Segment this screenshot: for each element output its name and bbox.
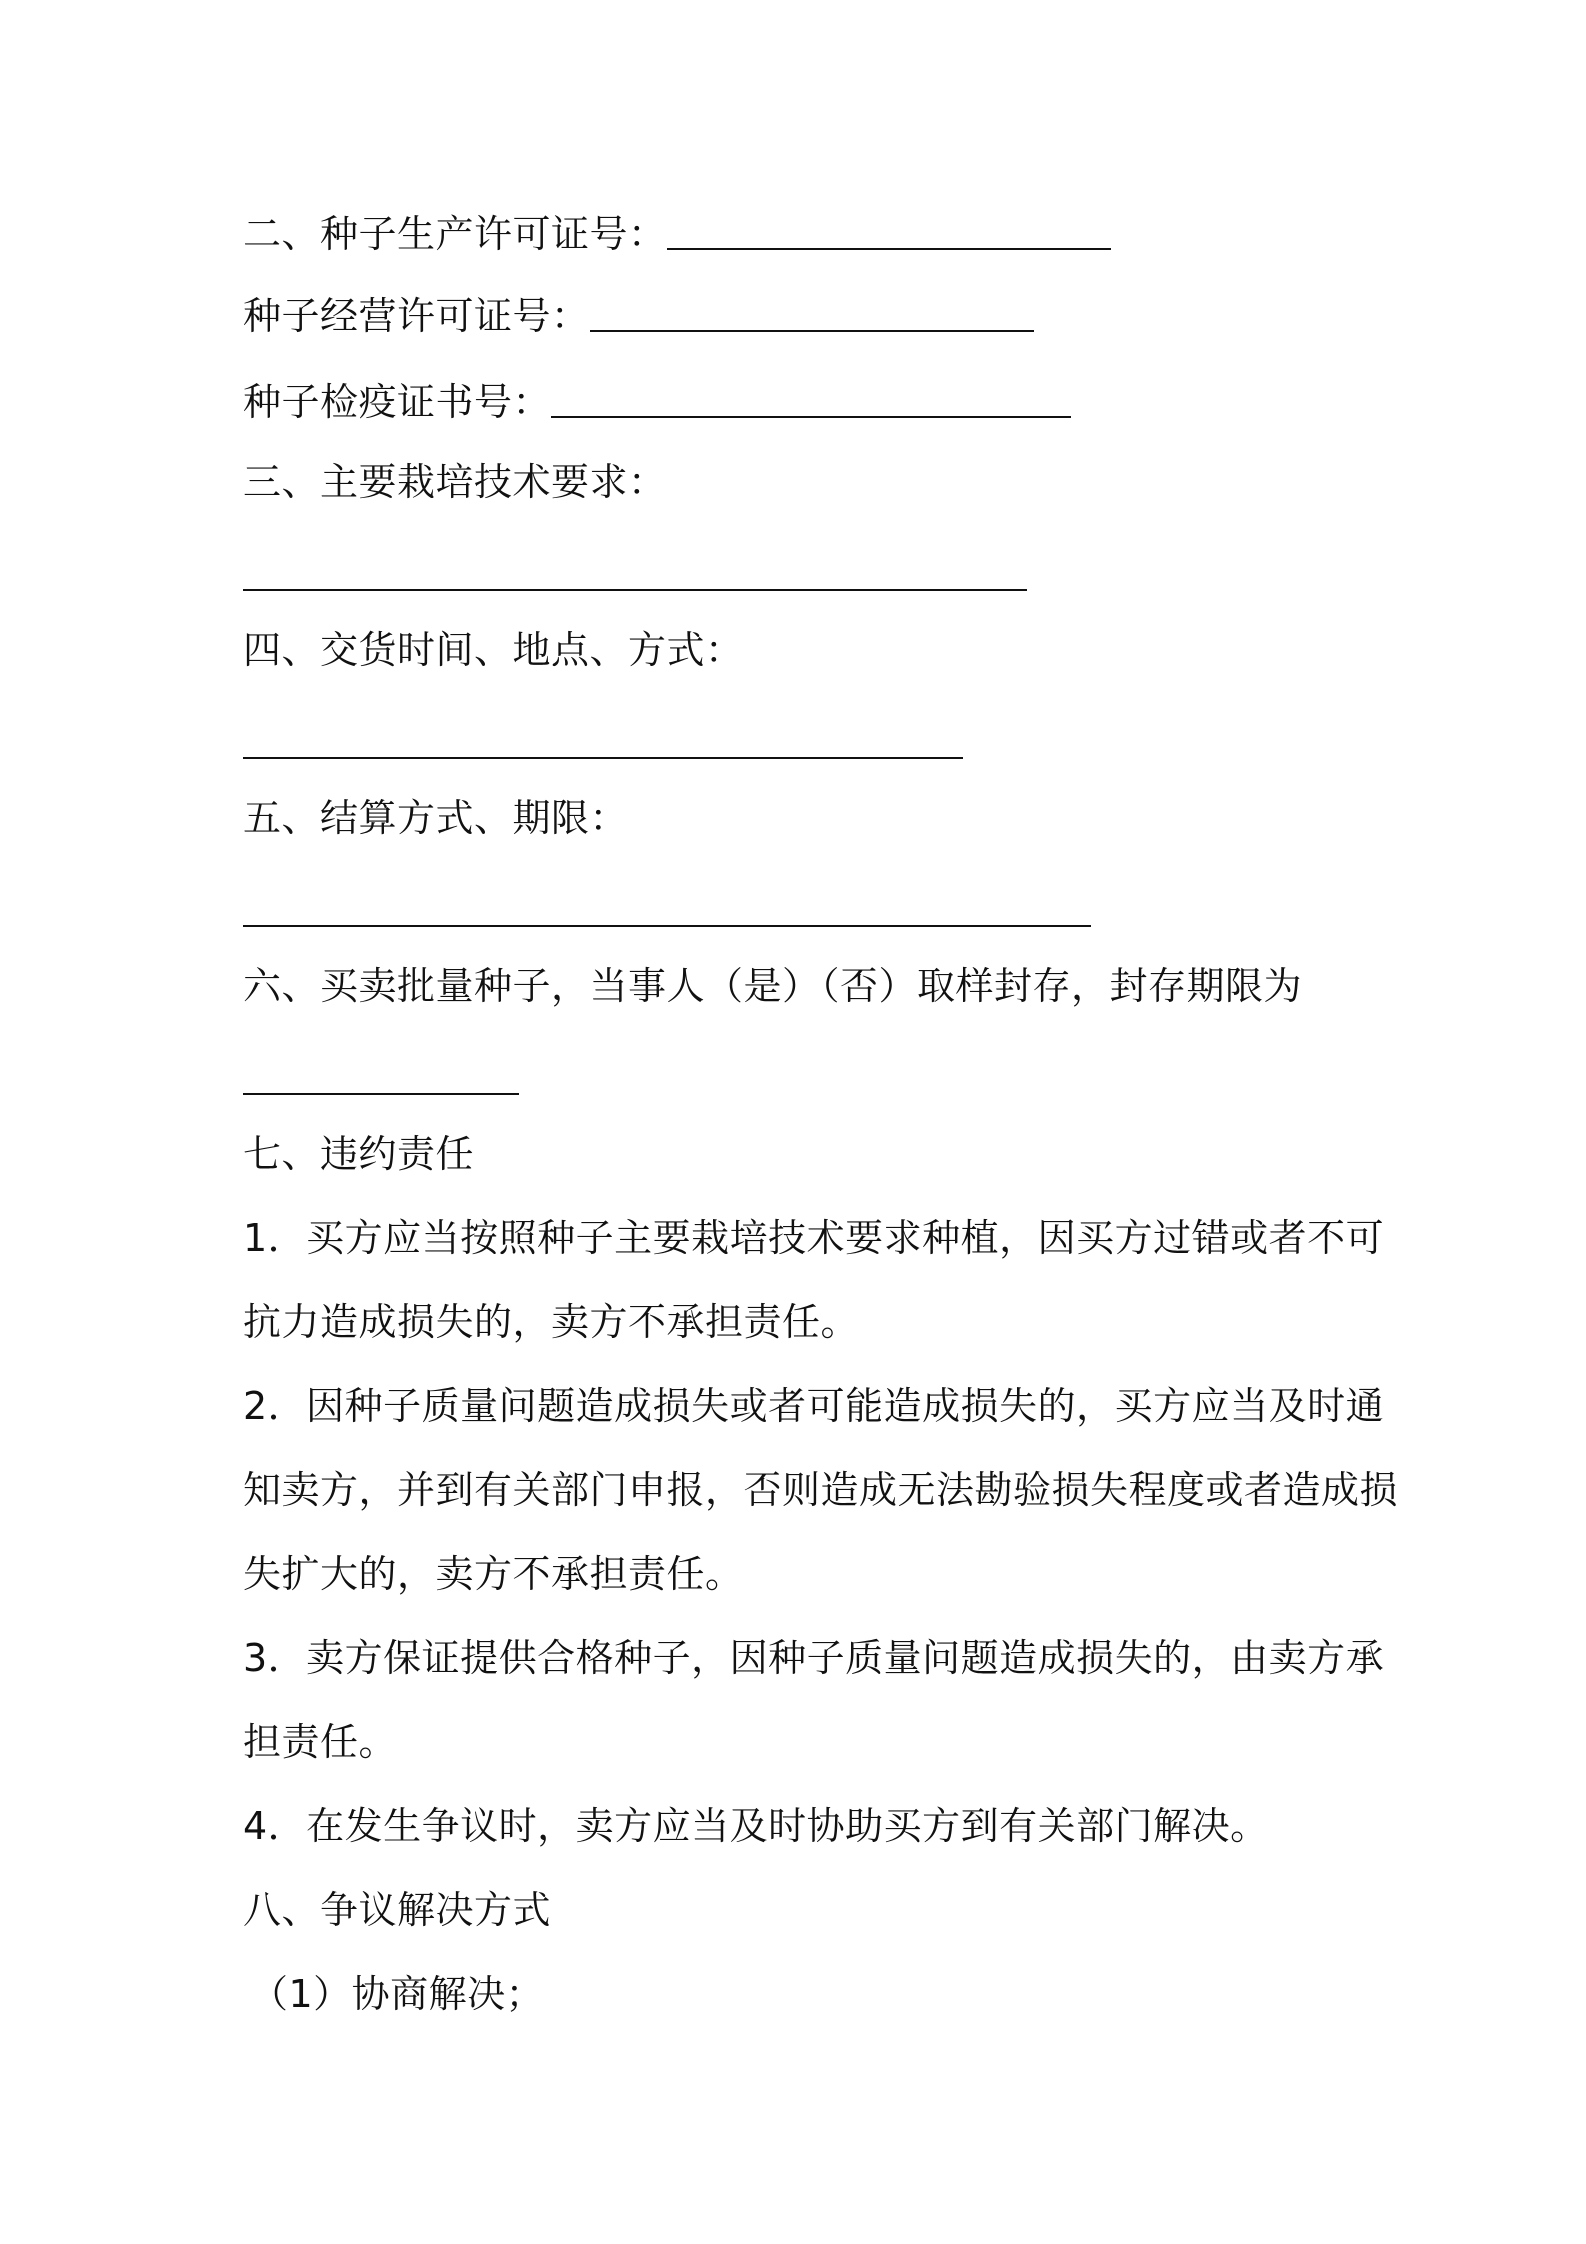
section7-line-5: 失扩大的，卖方不承担责任。 bbox=[243, 1552, 744, 1596]
operation-license-line bbox=[243, 290, 1034, 342]
section5-blank[interactable] bbox=[243, 925, 1091, 927]
production-license-line bbox=[243, 208, 1111, 260]
section4-blank[interactable] bbox=[243, 757, 963, 759]
section3-blank[interactable] bbox=[243, 589, 1027, 591]
quarantine-cert-blank[interactable] bbox=[551, 366, 1071, 418]
section7-line-2: 抗力造成损失的，卖方不承担责任。 bbox=[243, 1300, 860, 1344]
section4-heading: 四、交货时间、地点、方式： bbox=[243, 628, 744, 672]
operation-license-blank[interactable] bbox=[590, 280, 1034, 332]
section7-line-3: 2．因种子质量问题造成损失或者可能造成损失的，买方应当及时通 bbox=[243, 1384, 1385, 1428]
section7-line-4: 知卖方，并到有关部门申报，否则造成无法勘验损失程度或者造成损 bbox=[243, 1468, 1399, 1512]
section7-heading: 七、违约责任 bbox=[243, 1132, 475, 1176]
production-license-label: 二、种子生产许可证号： bbox=[243, 212, 667, 256]
section7-line-6: 3．卖方保证提供合格种子，因种子质量问题造成损失的，由卖方承 bbox=[243, 1636, 1385, 1680]
production-license-blank[interactable] bbox=[667, 198, 1111, 250]
section7-line-7: 担责任。 bbox=[243, 1720, 398, 1764]
section5-heading: 五、结算方式、期限： bbox=[243, 796, 629, 840]
section8-heading: 八、争议解决方式 bbox=[243, 1888, 552, 1932]
quarantine-cert-line bbox=[243, 376, 1071, 428]
quarantine-cert-label: 种子检疫证书号： bbox=[243, 380, 552, 424]
section7-line-1: 1．买方应当按照种子主要栽培技术要求种植，因买方过错或者不可 bbox=[243, 1216, 1385, 1260]
section3-heading: 三、主要栽培技术要求： bbox=[243, 460, 667, 504]
operation-license-label: 种子经营许可证号： bbox=[243, 294, 590, 338]
section8-option-1: （1）协商解决； bbox=[250, 1972, 545, 2016]
section7-line-8: 4．在发生争议时，卖方应当及时协助买方到有关部门解决。 bbox=[243, 1804, 1269, 1848]
section6-heading: 六、买卖批量种子，当事人（是）（否）取样封存，封存期限为 bbox=[243, 964, 1303, 1008]
section6-blank[interactable] bbox=[243, 1093, 519, 1095]
